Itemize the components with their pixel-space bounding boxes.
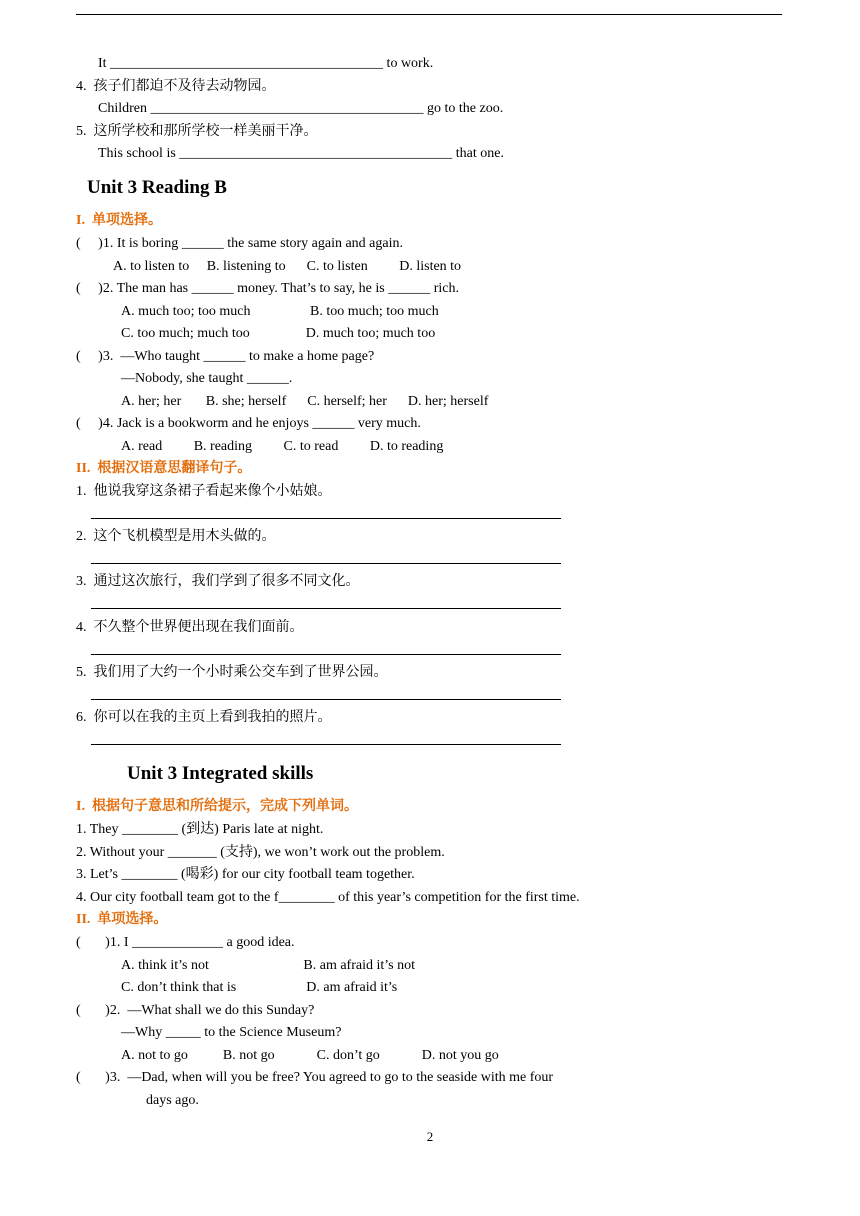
word-item: 3. Let’s ________ (喝彩) for our city football team together. — [76, 867, 415, 882]
reading-b-q2-options-cd: C. too much; much too D. much too; much too — [121, 326, 436, 341]
reading-b-q4: ( )4. Jack is a bookworm and he enjoys ______ very much. — [76, 416, 421, 431]
page-number: 2 — [426, 1129, 434, 1144]
integrated-q2-reply: —Why _____ to the Science Museum? — [121, 1025, 342, 1040]
reading-b-q3: ( )3. —Who taught ______ to make a home page? — [76, 349, 375, 364]
answer-line[interactable] — [91, 608, 561, 609]
integrated-q1-options-cd: C. don’t think that is D. am afraid it’s — [121, 980, 398, 995]
prev-q5-chinese: 5. 这所学校和那所学校一样美丽干净。 — [76, 124, 318, 139]
integrated-q1-options-ab: A. think it’s not B. am afraid it’s not — [121, 958, 415, 973]
word-item: 1. They ________ (到达) Paris late at night. — [76, 822, 324, 837]
reading-b-q3-reply: —Nobody, she taught ______. — [121, 371, 293, 386]
word-item: 2. Without your _______ (支持), we won’t work out the problem. — [76, 845, 445, 860]
integrated-part1-title: I. 根据句子意思和所给提示，完成下列单词。 — [76, 799, 358, 814]
integrated-q2-options: A. not to go B. not go C. don’t go D. not you go — [121, 1048, 499, 1063]
word-item: 4. Our city football team got to the f________ of this year’s competition for the first time. — [76, 890, 580, 905]
prev-q5-english: This school is _______________________________________ that one. — [98, 146, 504, 161]
translation-item: 3. 通过这次旅行，我们学到了很多不同文化。 — [76, 574, 360, 589]
reading-b-q3-options: A. her; her B. she; herself C. herself; her D. her; herself — [121, 394, 489, 409]
prev-q4-chinese: 4. 孩子们都迫不及待去动物园。 — [76, 79, 276, 94]
reading-b-q1: ( )1. It is boring ______ the same story again and again. — [76, 236, 403, 251]
answer-line[interactable] — [91, 654, 561, 655]
answer-line[interactable] — [91, 563, 561, 564]
answer-line[interactable] — [91, 518, 561, 519]
reading-b-part1-title: I. 单项选择。 — [76, 213, 162, 228]
reading-b-q2: ( )2. The man has ______ money. That’s to say, he is ______ rich. — [76, 281, 459, 296]
integrated-part2-title: II. 单项选择。 — [76, 912, 168, 927]
integrated-q3: ( )3. —Dad, when will you be free? You agreed to go to the seaside with me four — [76, 1070, 554, 1085]
translation-item: 4. 不久整个世界便出现在我们面前。 — [76, 620, 304, 635]
integrated-skills-title: Unit 3 Integrated skills — [127, 763, 314, 784]
reading-b-q2-options-ab: A. much too; too much B. too much; too much — [121, 304, 439, 319]
integrated-q3-continuation: days ago. — [146, 1093, 199, 1108]
translation-item: 6. 你可以在我的主页上看到我拍的照片。 — [76, 710, 332, 725]
reading-b-q4-options: A. read B. reading C. to read D. to reading — [121, 439, 444, 454]
integrated-q2: ( )2. —What shall we do this Sunday? — [76, 1003, 315, 1018]
translation-item: 5. 我们用了大约一个小时乘公交车到了世界公园。 — [76, 665, 388, 680]
header-rule — [76, 14, 782, 15]
prev-q4-english: Children _______________________________________ go to the zoo. — [98, 101, 504, 116]
reading-b-part2-title: II. 根据汉语意思翻译句子。 — [76, 461, 252, 476]
reading-b-q1-options: A. to listen to B. listening to C. to listen D. listen to — [113, 259, 462, 274]
integrated-q1: ( )1. I _____________ a good idea. — [76, 935, 295, 950]
answer-line[interactable] — [91, 744, 561, 745]
answer-line[interactable] — [91, 699, 561, 700]
reading-b-title: Unit 3 Reading B — [87, 177, 227, 198]
translation-item: 1. 他说我穿这条裙子看起来像个小姑娘。 — [76, 484, 332, 499]
translation-item: 2. 这个飞机模型是用木头做的。 — [76, 529, 276, 544]
prev-q3-english: It _______________________________________ to work. — [98, 56, 434, 71]
